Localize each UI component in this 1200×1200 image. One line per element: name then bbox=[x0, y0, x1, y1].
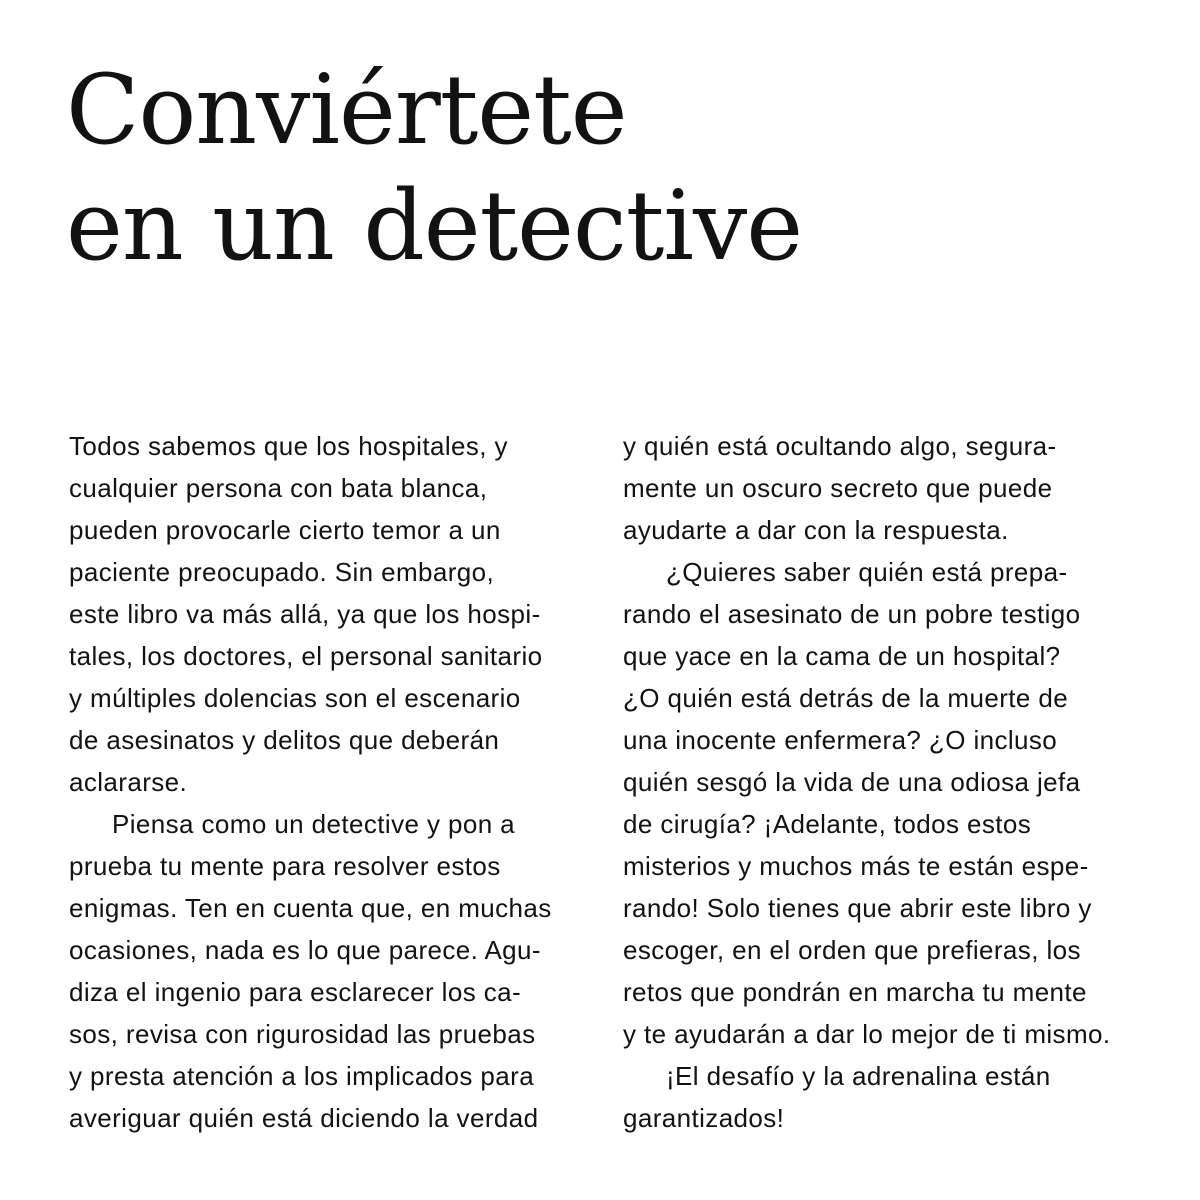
text-line: misterios y muchos más te están espe- bbox=[623, 851, 1089, 881]
text-line: prueba tu mente para resolver estos bbox=[69, 851, 501, 881]
text-line: que yace en la cama de un hospital? bbox=[623, 641, 1061, 671]
text-line: y múltiples dolencias son el escenario bbox=[69, 683, 521, 713]
text-line: mente un oscuro secreto que puede bbox=[623, 473, 1053, 503]
title-line-2: en un detective bbox=[66, 170, 803, 282]
text-line: ayudarte a dar con la respuesta. bbox=[623, 515, 1009, 545]
text-line: y quién está ocultando algo, segura- bbox=[623, 431, 1057, 461]
text-line: enigmas. Ten en cuenta que, en muchas bbox=[69, 893, 552, 923]
text-line: Todos sabemos que los hospitales, y bbox=[69, 431, 508, 461]
text-line: rando! Solo tienes que abrir este libro y bbox=[623, 893, 1092, 923]
text-line: paciente preocupado. Sin embargo, bbox=[69, 557, 495, 587]
text-column-left bbox=[69, 425, 599, 1139]
text-line: retos que pondrán en marcha tu mente bbox=[623, 977, 1087, 1007]
text-line: de cirugía? ¡Adelante, todos estos bbox=[623, 809, 1032, 839]
text-line: rando el asesinato de un pobre testigo bbox=[623, 599, 1081, 629]
text-line: averiguar quién está diciendo la verdad bbox=[69, 1103, 539, 1133]
paragraph-start-line: ¡El desafío y la adrenalina están bbox=[666, 1061, 1051, 1091]
text-line: aclararse. bbox=[69, 767, 188, 797]
text-line: ocasiones, nada es lo que parece. Agu- bbox=[69, 935, 541, 965]
text-line: garantizados! bbox=[623, 1103, 785, 1133]
paragraph-start-line: ¿Quieres saber quién está prepa- bbox=[666, 557, 1068, 587]
text-line: una inocente enfermera? ¿O incluso bbox=[623, 725, 1058, 755]
text-line: y presta atención a los implicados para bbox=[69, 1061, 535, 1091]
text-line: tales, los doctores, el personal sanitario bbox=[69, 641, 543, 671]
text-line: este libro va más allá, ya que los hospi- bbox=[69, 599, 541, 629]
text-line: pueden provocarle cierto temor a un bbox=[69, 515, 501, 545]
text-column-right bbox=[623, 425, 1153, 1139]
paragraph-start-line: Piensa como un detective y pon a bbox=[112, 809, 516, 839]
title-line-1: Conviértete bbox=[66, 54, 627, 166]
text-line: sos, revisa con rigurosidad las pruebas bbox=[69, 1019, 536, 1049]
text-line: escoger, en el orden que prefieras, los bbox=[623, 935, 1081, 965]
text-line: quién sesgó la vida de una odiosa jefa bbox=[623, 767, 1081, 797]
text-line: ¿O quién está detrás de la muerte de bbox=[623, 683, 1069, 713]
text-line: cualquier persona con bata blanca, bbox=[69, 473, 488, 503]
text-line: diza el ingenio para esclarecer los ca- bbox=[69, 977, 522, 1007]
text-line: y te ayudarán a dar lo mejor de ti mismo. bbox=[623, 1019, 1111, 1049]
text-line: de asesinatos y delitos que deberán bbox=[69, 725, 500, 755]
page-title bbox=[66, 52, 802, 284]
